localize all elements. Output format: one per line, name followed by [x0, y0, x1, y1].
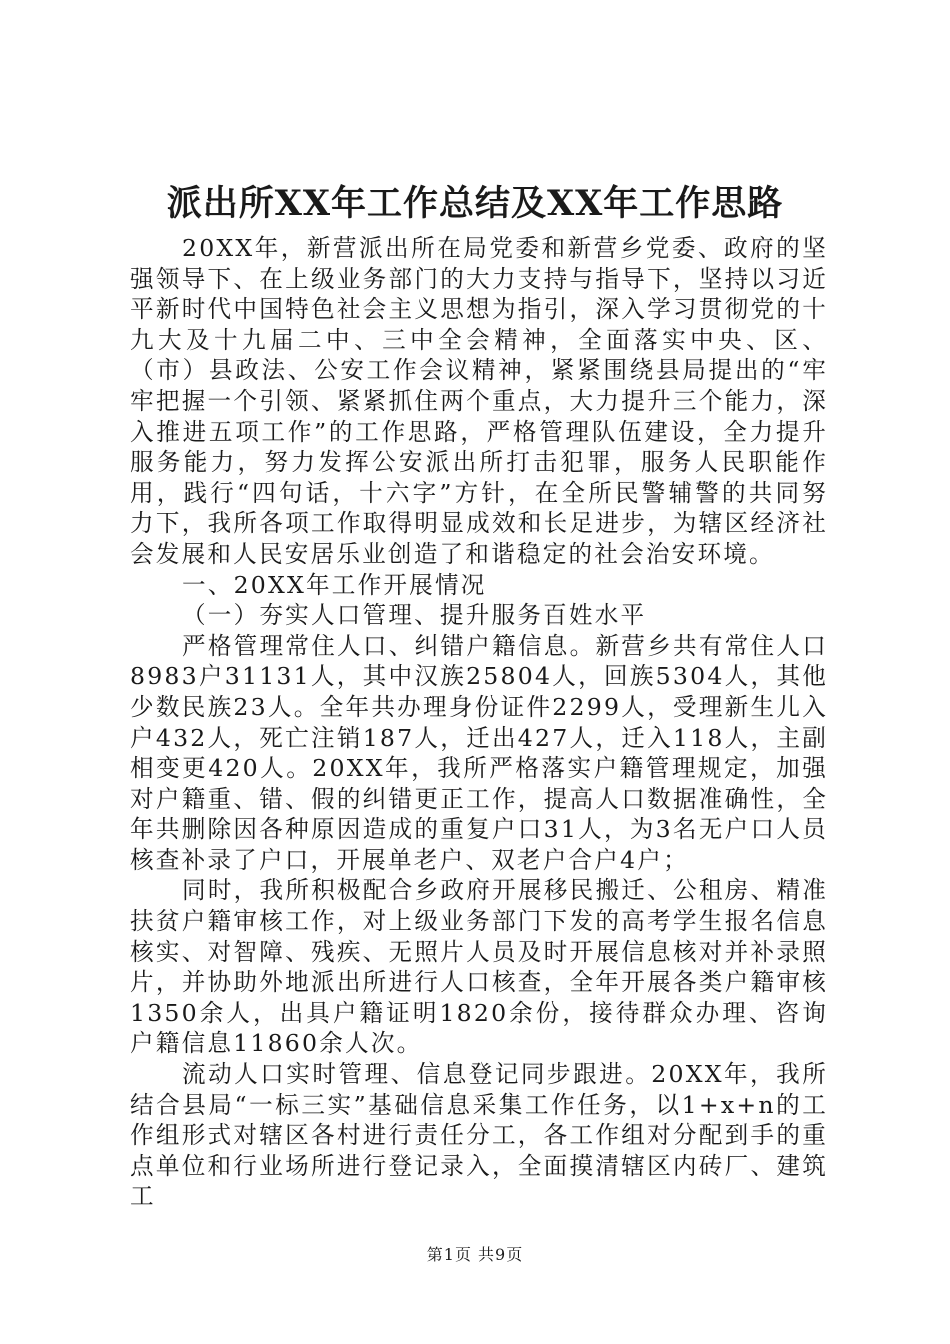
floating-population-paragraph: 流动人口实时管理、信息登记同步跟进。20XX年，我所结合县局“一标三实”基础信息采集工作任务，以1+x+n的工作组形式对辖区各村进行责任分工，各工作组对分配到手的重点单位和行业场所进行登记录入，全面摸清辖区内砖厂、建筑工	[130, 1060, 828, 1211]
page-footer: 第1页 共9页	[426, 1245, 524, 1264]
intro-paragraph: 20XX年，新营派出所在局党委和新营乡党委、政府的坚强领导下、在上级业务部门的大力支持与指导下，坚持以习近平新时代中国特色社会主义思想为指引，深入学习贯彻党的十九大及十九届二中、三中全会精神，全面落实中央、区、（市）县政法、公安工作会议精神，紧紧围绕县局提出的“牢牢把握一个引领、紧紧抓住两个重点，大力提升三个能力，深入推进五项工作”的工作思路，严格管理队伍建设，全力提升服务能力，努力发挥公安派出所打击犯罪，服务人民职能作用，践行“四句话，十六字”方针，在全所民警辅警的共同努力下，我所各项工作取得明显成效和长足进步，为辖区经济社会发展和人民安居乐业创造了和谐稳定的社会治安环境。	[130, 234, 828, 568]
subsection-heading: （一）夯实人口管理、提升服务百姓水平	[182, 601, 647, 630]
document-body	[130, 233, 828, 1212]
registration-review-paragraph: 同时，我所积极配合乡政府开展移民搬迁、公租房、精准扶贫户籍审核工作，对上级业务部门下发的高考学生报名信息核实、对智障、残疾、无照片人员及时开展信息核对并补录照片，并协助外地派出所进行人口核查，全年开展各类户籍审核1350余人，出具户籍证明1820余份，接待群众办理、咨询户籍信息11860余人次。	[130, 876, 828, 1058]
household-registration-paragraph: 严格管理常住人口、纠错户籍信息。新营乡共有常住人口8983户31131人，其中汉族25804人，回族5304人，其他少数民族23人。全年共办理身份证件2299人，受理新生儿入户432人，死亡注销187人，迁出427人，迁入118人，主副相变更420人。20XX年，我所严格落实户籍管理规定，加强对户籍重、错、假的纠错更正工作，提高人口数据准确性，全年共删除因各种原因造成的重复户口31人，为3名无户口人员核查补录了户口，开展单老户、双老户合户4户；	[130, 631, 828, 874]
section-heading: 一、20XX年工作开展情况	[182, 570, 487, 599]
document-title: 派出所XX年工作总结及XX年工作思路	[166, 183, 784, 224]
